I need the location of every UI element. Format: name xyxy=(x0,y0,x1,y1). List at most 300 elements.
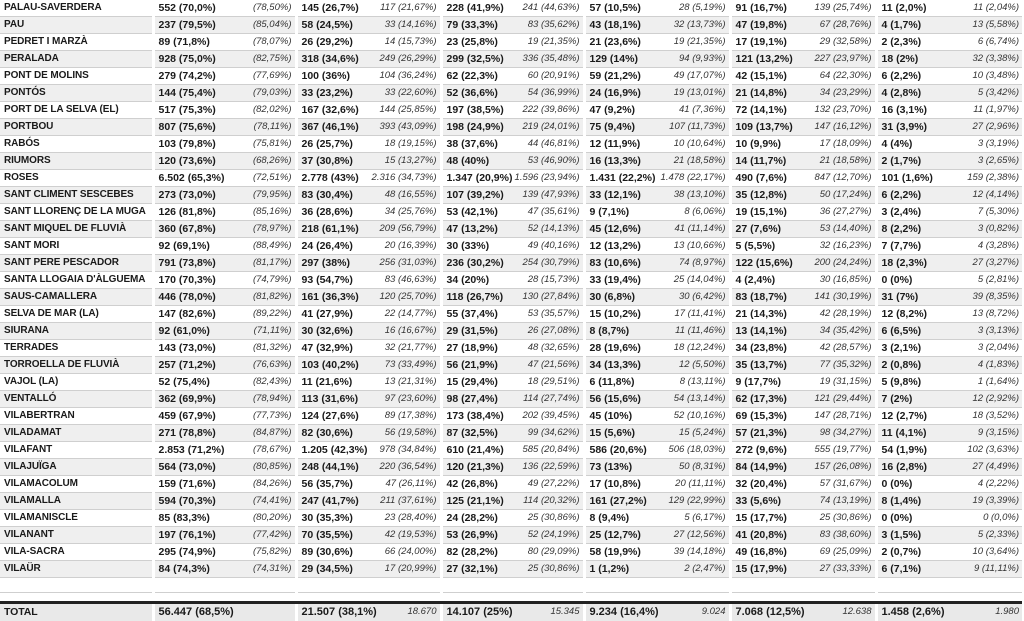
municipality-name: SANT MIQUEL DE FLUVIÀ xyxy=(0,221,153,238)
current-result: 9 (7,1%) xyxy=(589,206,630,218)
party-cell xyxy=(296,374,441,391)
party-cell xyxy=(730,153,876,170)
current-result: 279 (74,2%) xyxy=(158,70,216,82)
previous-result: 11 (2,04%) xyxy=(973,2,1019,13)
municipality-name: VILADAMAT xyxy=(0,425,153,442)
previous-result: 10 (3,48%) xyxy=(972,70,1019,81)
party-cell xyxy=(876,323,1022,340)
previous-result: 22 (14,77%) xyxy=(384,308,437,319)
party-cell xyxy=(876,136,1022,153)
municipality-name: VILAMALLA xyxy=(0,493,153,510)
party-cell xyxy=(153,527,296,544)
current-result: 92 (61,0%) xyxy=(158,325,210,337)
previous-result: 19 (21,35%) xyxy=(673,36,726,47)
party-cell xyxy=(296,391,441,408)
current-result: 72 (14,1%) xyxy=(735,104,787,116)
previous-result: 147 (16,12%) xyxy=(814,121,872,132)
party-cell xyxy=(153,204,296,221)
party-cell xyxy=(730,442,876,459)
previous-result: 47 (21,56%) xyxy=(527,359,580,370)
current-result: 15 (17,9%) xyxy=(735,563,787,575)
party-cell xyxy=(584,34,730,51)
party-cell xyxy=(153,357,296,374)
current-result: 49 (16,8%) xyxy=(735,546,787,558)
previous-result: 98 (34,27%) xyxy=(819,427,872,438)
current-result: 145 (26,7%) xyxy=(301,2,359,14)
current-result: 27 (18,9%) xyxy=(446,342,498,354)
party-cell xyxy=(441,34,584,51)
current-result: 12 (2,7%) xyxy=(881,410,928,422)
table-row xyxy=(0,0,1022,17)
party-cell xyxy=(876,0,1022,17)
party-cell xyxy=(876,221,1022,238)
party-cell xyxy=(584,306,730,323)
current-result: 4 (4%) xyxy=(881,138,913,150)
current-result: 228 (41,9%) xyxy=(446,2,504,14)
municipality-name: SANT PERE PESCADOR xyxy=(0,255,153,272)
municipality-name: SAUS-CAMALLERA xyxy=(0,289,153,306)
party-cell xyxy=(441,170,584,187)
party-cell xyxy=(584,544,730,561)
previous-result: 21 (18,58%) xyxy=(673,155,726,166)
previous-result: 32 (3,38%) xyxy=(972,53,1019,64)
current-result: 4 (1,7%) xyxy=(881,19,922,31)
previous-result: 19 (31,15%) xyxy=(819,376,872,387)
previous-result: 28 (15,73%) xyxy=(527,274,580,285)
current-result: 37 (30,8%) xyxy=(301,155,353,167)
party-cell xyxy=(876,255,1022,272)
current-result: 79 (33,3%) xyxy=(446,19,498,31)
party-cell xyxy=(153,153,296,170)
current-result: 121 (13,2%) xyxy=(735,53,793,65)
previous-result: 129 (22,99%) xyxy=(668,495,726,506)
table-row xyxy=(0,289,1022,306)
previous-result: 49 (40,16%) xyxy=(527,240,580,251)
previous-result: 220 (36,54%) xyxy=(379,461,437,472)
previous-result: 114 (27,74%) xyxy=(523,393,580,404)
previous-result: 254 (30,79%) xyxy=(522,257,580,268)
current-result: 236 (30,2%) xyxy=(446,257,504,269)
previous-result: (74,79%) xyxy=(252,274,292,285)
party-cell xyxy=(730,255,876,272)
party-cell xyxy=(296,51,441,68)
current-result: 53 (26,9%) xyxy=(446,529,498,541)
previous-result: 27 (4,49%) xyxy=(972,461,1019,472)
previous-result: (75,81%) xyxy=(252,138,292,149)
municipality-name: VILA-SACRA xyxy=(0,544,153,561)
previous-result: 30 (16,85%) xyxy=(819,274,872,285)
previous-result: (79,95%) xyxy=(252,189,292,200)
table-row xyxy=(0,425,1022,442)
table-row xyxy=(0,34,1022,51)
current-result: 57 (21,3%) xyxy=(735,427,787,439)
current-result: 16 (13,3%) xyxy=(589,155,641,167)
previous-result: 5 (3,42%) xyxy=(977,87,1019,98)
current-result: 47 (32,9%) xyxy=(301,342,353,354)
previous-result: 130 (27,84%) xyxy=(522,291,580,302)
previous-result: (82,02%) xyxy=(252,104,292,115)
previous-result: 222 (39,86%) xyxy=(522,104,580,115)
party-cell xyxy=(584,425,730,442)
previous-result: (78,97%) xyxy=(252,223,292,234)
previous-result: 97 (23,60%) xyxy=(384,393,437,404)
party-cell xyxy=(153,255,296,272)
previous-result: 241 (44,63%) xyxy=(522,2,580,13)
party-cell xyxy=(876,187,1022,204)
previous-result: 34 (35,42%) xyxy=(819,325,872,336)
previous-result: 202 (39,45%) xyxy=(522,410,580,421)
party-cell xyxy=(876,493,1022,510)
previous-result: 3 (2,04%) xyxy=(977,342,1019,353)
current-result: 33 (5,6%) xyxy=(735,495,782,507)
previous-result: 219 (24,01%) xyxy=(522,121,580,132)
previous-result: 2.316 (34,73%) xyxy=(371,172,437,183)
current-result: 23 (25,8%) xyxy=(446,36,498,48)
previous-result: 25 (30,86%) xyxy=(527,512,580,523)
previous-result: 41 (7,36%) xyxy=(679,104,726,115)
previous-result: (85,04%) xyxy=(252,19,292,30)
previous-result: (71,11%) xyxy=(253,325,292,336)
party-cell xyxy=(441,119,584,136)
current-result: 85 (83,3%) xyxy=(158,512,210,524)
separator-cell xyxy=(441,592,584,602)
current-result: 928 (75,0%) xyxy=(158,53,216,65)
party-cell xyxy=(876,442,1022,459)
party-cell xyxy=(296,187,441,204)
municipality-name: TOTAL xyxy=(0,602,153,621)
table-row xyxy=(0,221,1022,238)
party-cell xyxy=(441,459,584,476)
table-row xyxy=(0,408,1022,425)
table-row xyxy=(0,527,1022,544)
party-cell xyxy=(153,425,296,442)
party-cell xyxy=(296,221,441,238)
table-row xyxy=(0,68,1022,85)
previous-result: (74,41%) xyxy=(252,495,292,506)
current-result: 126 (81,8%) xyxy=(158,206,216,218)
party-cell xyxy=(296,425,441,442)
current-result: 62 (22,3%) xyxy=(446,70,498,82)
current-result: 91 (16,7%) xyxy=(735,2,787,14)
party-cell xyxy=(876,340,1022,357)
current-result: 30 (6,8%) xyxy=(589,291,636,303)
previous-result: 12 (4,14%) xyxy=(972,189,1019,200)
table-row xyxy=(0,51,1022,68)
party-cell xyxy=(296,340,441,357)
previous-result: 39 (14,18%) xyxy=(673,546,726,557)
spacer-cell xyxy=(584,578,730,593)
current-result: 41 (27,9%) xyxy=(301,308,353,320)
current-result: 82 (30,6%) xyxy=(301,427,353,439)
current-result: 143 (73,0%) xyxy=(158,342,216,354)
party-cell xyxy=(876,68,1022,85)
party-cell xyxy=(441,408,584,425)
party-cell xyxy=(584,17,730,34)
previous-result: 27 (12,56%) xyxy=(673,529,726,540)
current-result: 6 (2,2%) xyxy=(881,70,922,82)
party-cell xyxy=(153,17,296,34)
current-result: 73 (13%) xyxy=(589,461,633,473)
previous-result: 49 (17,07%) xyxy=(673,70,726,81)
party-cell xyxy=(296,357,441,374)
party-cell xyxy=(441,306,584,323)
party-cell xyxy=(441,153,584,170)
spacer-cell xyxy=(153,578,296,593)
party-cell xyxy=(730,357,876,374)
previous-result: (78,07%) xyxy=(252,36,292,47)
party-cell xyxy=(584,476,730,493)
current-result: 98 (27,4%) xyxy=(446,393,498,405)
current-result: 34 (13,3%) xyxy=(589,359,641,371)
current-result: 13 (14,1%) xyxy=(735,325,787,337)
party-cell xyxy=(730,272,876,289)
spacer-row xyxy=(0,578,1022,593)
current-result: 197 (76,1%) xyxy=(158,529,216,541)
previous-result: (85,16%) xyxy=(252,206,292,217)
previous-result: 132 (23,70%) xyxy=(814,104,872,115)
previous-result: 6 (6,74%) xyxy=(977,36,1019,47)
previous-result: (78,67%) xyxy=(252,444,292,455)
party-cell xyxy=(584,187,730,204)
current-result: 103 (40,2%) xyxy=(301,359,359,371)
current-result: 24 (28,2%) xyxy=(446,512,498,524)
current-result: 10 (9,9%) xyxy=(735,138,782,150)
table-row xyxy=(0,544,1022,561)
party-cell xyxy=(876,561,1022,578)
party-cell xyxy=(730,289,876,306)
party-cell xyxy=(153,34,296,51)
party-cell xyxy=(441,221,584,238)
current-result: 18 (2,3%) xyxy=(881,257,928,269)
party-cell xyxy=(296,510,441,527)
table-row xyxy=(0,510,1022,527)
previous-result: 11 (1,97%) xyxy=(973,104,1019,115)
separator-cell xyxy=(730,592,876,602)
previous-result: 53 (14,40%) xyxy=(819,223,872,234)
municipality-name: SANT LLORENÇ DE LA MUGA xyxy=(0,204,153,221)
current-result: 35 (13,7%) xyxy=(735,359,787,371)
previous-result: (84,26%) xyxy=(252,478,292,489)
previous-result: 23 (28,40%) xyxy=(384,512,437,523)
current-result: 124 (27,6%) xyxy=(301,410,359,422)
previous-result: (81,82%) xyxy=(252,291,292,302)
party-cell xyxy=(296,459,441,476)
party-cell xyxy=(153,323,296,340)
previous-result: 60 (20,91%) xyxy=(527,70,580,81)
party-cell xyxy=(296,153,441,170)
previous-result: 18 (29,51%) xyxy=(527,376,580,387)
current-result: 52 (75,4%) xyxy=(158,376,210,388)
party-cell xyxy=(730,459,876,476)
current-result: 299 (32,5%) xyxy=(446,53,504,65)
municipality-name: PAU xyxy=(0,17,153,34)
party-cell xyxy=(153,340,296,357)
current-result: 21 (23,6%) xyxy=(589,36,641,48)
previous-result: (77,69%) xyxy=(252,70,292,81)
table-row xyxy=(0,170,1022,187)
party-cell xyxy=(730,306,876,323)
previous-result: 19 (13,01%) xyxy=(673,87,726,98)
party-cell xyxy=(296,85,441,102)
party-cell xyxy=(296,204,441,221)
party-cell xyxy=(730,34,876,51)
party-cell xyxy=(441,391,584,408)
party-cell xyxy=(441,425,584,442)
current-result: 45 (12,6%) xyxy=(589,223,641,235)
previous-result: (74,31%) xyxy=(252,563,292,574)
municipality-name: VILAFANT xyxy=(0,442,153,459)
current-result: 89 (71,8%) xyxy=(158,36,210,48)
previous-result: 5 (2,33%) xyxy=(977,529,1019,540)
party-cell xyxy=(730,391,876,408)
previous-result: 107 (11,73%) xyxy=(669,121,726,132)
party-cell xyxy=(441,187,584,204)
municipality-name: TERRADES xyxy=(0,340,153,357)
previous-result: 53 (46,90%) xyxy=(527,155,580,166)
party-cell xyxy=(730,527,876,544)
party-cell xyxy=(296,561,441,578)
current-result: 360 (67,8%) xyxy=(158,223,216,235)
party-cell xyxy=(584,68,730,85)
party-cell xyxy=(730,51,876,68)
party-cell xyxy=(730,221,876,238)
current-result: 12 (11,9%) xyxy=(589,138,641,150)
previous-result: 41 (11,14%) xyxy=(674,223,726,234)
previous-result: 54 (13,14%) xyxy=(673,393,726,404)
party-cell xyxy=(876,306,1022,323)
current-result: 6.502 (65,3%) xyxy=(158,172,225,184)
municipality-name: RABÓS xyxy=(0,136,153,153)
previous-result: 978 (34,84%) xyxy=(379,444,437,455)
current-result: 3 (2,4%) xyxy=(881,206,922,218)
previous-result: 15 (5,24%) xyxy=(679,427,726,438)
previous-result: 47 (26,11%) xyxy=(385,478,437,489)
previous-result: 336 (35,48%) xyxy=(522,53,580,64)
party-cell xyxy=(730,510,876,527)
current-result: 14 (11,7%) xyxy=(735,155,787,167)
current-result: 12 (8,2%) xyxy=(881,308,928,320)
current-result: 237 (79,5%) xyxy=(158,19,216,31)
previous-result: 12.638 xyxy=(842,606,872,618)
table-row xyxy=(0,119,1022,136)
party-cell xyxy=(876,602,1022,621)
party-cell xyxy=(584,408,730,425)
party-cell xyxy=(296,255,441,272)
spacer-cell xyxy=(441,578,584,593)
municipality-name: PORTBOU xyxy=(0,119,153,136)
party-cell xyxy=(153,442,296,459)
current-result: 1 (1,2%) xyxy=(589,563,630,575)
current-result: 53 (42,1%) xyxy=(446,206,498,218)
current-result: 92 (69,1%) xyxy=(158,240,210,252)
current-result: 31 (7%) xyxy=(881,291,919,303)
current-result: 21 (14,3%) xyxy=(735,308,787,320)
current-result: 21 (14,8%) xyxy=(735,87,787,99)
table-row xyxy=(0,153,1022,170)
current-result: 42 (26,8%) xyxy=(446,478,498,490)
current-result: 4 (2,4%) xyxy=(735,274,776,286)
party-cell xyxy=(441,510,584,527)
current-result: 318 (34,6%) xyxy=(301,53,359,65)
previous-result: 585 (20,84%) xyxy=(522,444,580,455)
table-row xyxy=(0,272,1022,289)
table-row xyxy=(0,306,1022,323)
party-cell xyxy=(296,493,441,510)
previous-result: 77 (35,32%) xyxy=(819,359,872,370)
party-cell xyxy=(441,85,584,102)
previous-result: 104 (36,24%) xyxy=(379,70,437,81)
previous-result: 211 (37,61%) xyxy=(380,495,437,506)
current-result: 586 (20,6%) xyxy=(589,444,647,456)
previous-result: 74 (8,97%) xyxy=(679,257,726,268)
party-cell xyxy=(730,102,876,119)
previous-result: (88,49%) xyxy=(252,240,292,251)
municipality-name: VILABERTRAN xyxy=(0,408,153,425)
party-cell xyxy=(296,119,441,136)
current-result: 8 (1,4%) xyxy=(881,495,922,507)
current-result: 33 (12,1%) xyxy=(589,189,641,201)
current-result: 807 (75,6%) xyxy=(158,121,216,133)
current-result: 16 (2,8%) xyxy=(881,461,928,473)
previous-result: 120 (25,70%) xyxy=(379,291,437,302)
party-cell xyxy=(296,442,441,459)
previous-result: 99 (34,62%) xyxy=(527,427,580,438)
party-cell xyxy=(876,391,1022,408)
current-result: 17 (10,8%) xyxy=(589,478,641,490)
current-result: 30 (35,3%) xyxy=(301,512,353,524)
current-result: 83 (18,7%) xyxy=(735,291,787,303)
current-result: 29 (31,5%) xyxy=(446,325,498,337)
municipality-name: SIURANA xyxy=(0,323,153,340)
current-result: 517 (75,3%) xyxy=(158,104,216,116)
previous-result: 20 (16,39%) xyxy=(384,240,437,251)
party-cell xyxy=(876,170,1022,187)
previous-result: 4 (1,83%) xyxy=(977,359,1019,370)
current-result: 59 (21,2%) xyxy=(589,70,641,82)
party-cell xyxy=(153,238,296,255)
previous-result: 506 (18,03%) xyxy=(668,444,726,455)
municipality-name: VILAÜR xyxy=(0,561,153,578)
current-result: 257 (71,2%) xyxy=(158,359,216,371)
party-cell xyxy=(876,17,1022,34)
current-result: 161 (36,3%) xyxy=(301,291,359,303)
party-cell xyxy=(584,602,730,621)
current-result: 36 (28,6%) xyxy=(301,206,353,218)
previous-result: 1.478 (22,17%) xyxy=(660,172,726,183)
table-row xyxy=(0,340,1022,357)
party-cell xyxy=(153,476,296,493)
party-cell xyxy=(876,408,1022,425)
party-cell xyxy=(730,493,876,510)
current-result: 2 (1,7%) xyxy=(881,155,922,167)
current-result: 24 (26,4%) xyxy=(301,240,353,252)
previous-result: 11 (11,46%) xyxy=(675,325,726,336)
previous-result: 64 (22,30%) xyxy=(819,70,872,81)
current-result: 30 (33%) xyxy=(446,240,490,252)
table-row xyxy=(0,493,1022,510)
previous-result: 34 (25,76%) xyxy=(384,206,437,217)
party-cell xyxy=(441,323,584,340)
current-result: 9.234 (16,4%) xyxy=(589,606,659,619)
previous-result: 73 (33,49%) xyxy=(384,359,437,370)
previous-result: 50 (8,31%) xyxy=(679,461,726,472)
party-cell xyxy=(153,51,296,68)
party-cell xyxy=(876,459,1022,476)
party-cell xyxy=(876,527,1022,544)
previous-result: 144 (25,85%) xyxy=(379,104,437,115)
previous-result: 3 (2,65%) xyxy=(977,155,1019,166)
previous-result: 17 (11,41%) xyxy=(674,308,726,319)
